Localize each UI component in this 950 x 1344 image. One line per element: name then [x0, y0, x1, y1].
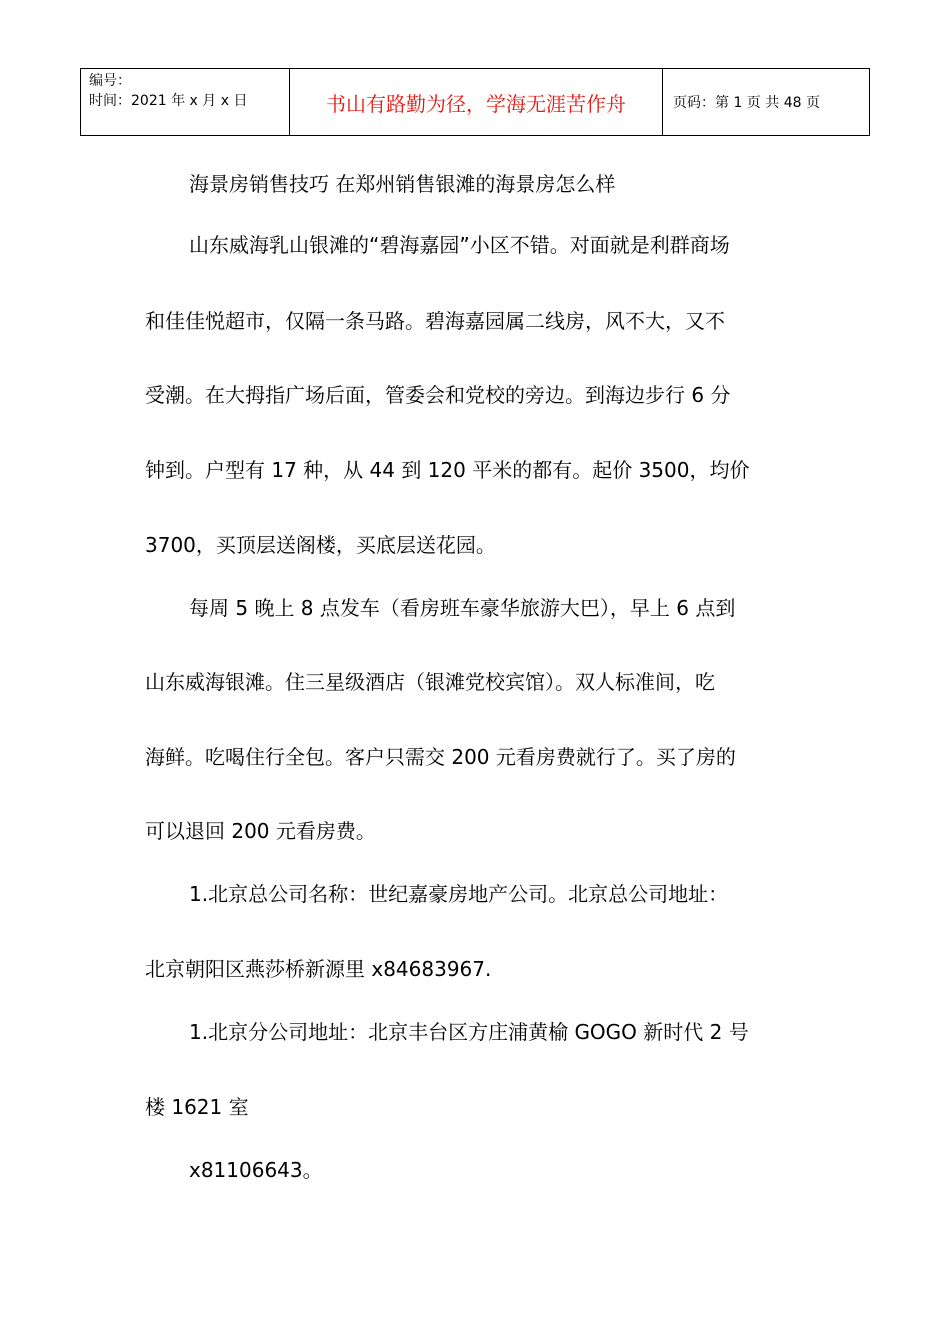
paragraph-line: 海鲜。吃喝住行全包。客户只需交 200 元看房费就行了。买了房的 [145, 745, 736, 769]
header-motto: 书山有路勤为径，学海无涯苦作舟 [290, 69, 663, 136]
header-meta-cell [81, 69, 290, 136]
paragraph-line: 每周 5 晚上 8 点发车（看房班车豪华旅游大巴），早上 6 点到 [189, 596, 736, 620]
paragraph-line: 和佳佳悦超市，仅隔一条马路。碧海嘉园属二线房，风不大，又不 [145, 309, 725, 333]
document-time-label: 时间：2021 年 x 月 x 日 [89, 93, 248, 109]
paragraph-line: 1.北京分公司地址：北京丰台区方庄浦黄榆 GOGO 新时代 2 号 [189, 1020, 749, 1044]
document-title: 海景房销售技巧 在郑州销售银滩的海景房怎么样 [189, 172, 616, 196]
paragraph-line: 山东威海乳山银滩的“碧海嘉园”小区不错。对面就是利群商场 [189, 233, 730, 257]
paragraph-line: 受潮。在大拇指广场后面，管委会和党校的旁边。到海边步行 6 分 [145, 383, 731, 407]
document-header [80, 68, 870, 136]
page-info: 页码：第 1 页 共 48 页 [673, 95, 820, 111]
header-page-cell [663, 69, 870, 136]
paragraph-line: 3700，买顶层送阁楼，买底层送花园。 [145, 533, 496, 557]
document-number-label: 编号： [89, 73, 131, 89]
paragraph-line: 北京朝阳区燕莎桥新源里 x84683967. [145, 957, 492, 981]
paragraph-line: 楼 1621 室 [145, 1095, 249, 1119]
paragraph-line: x81106643。 [189, 1158, 323, 1182]
paragraph-line: 1.北京总公司名称：世纪嘉豪房地产公司。北京总公司地址： [189, 882, 729, 906]
paragraph-line: 钟到。户型有 17 种，从 44 到 120 平米的都有。起价 3500，均价 [145, 458, 750, 482]
paragraph-line: 可以退回 200 元看房费。 [145, 819, 376, 843]
paragraph-line: 山东威海银滩。住三星级酒店（银滩党校宾馆）。双人标准间，吃 [145, 670, 715, 694]
